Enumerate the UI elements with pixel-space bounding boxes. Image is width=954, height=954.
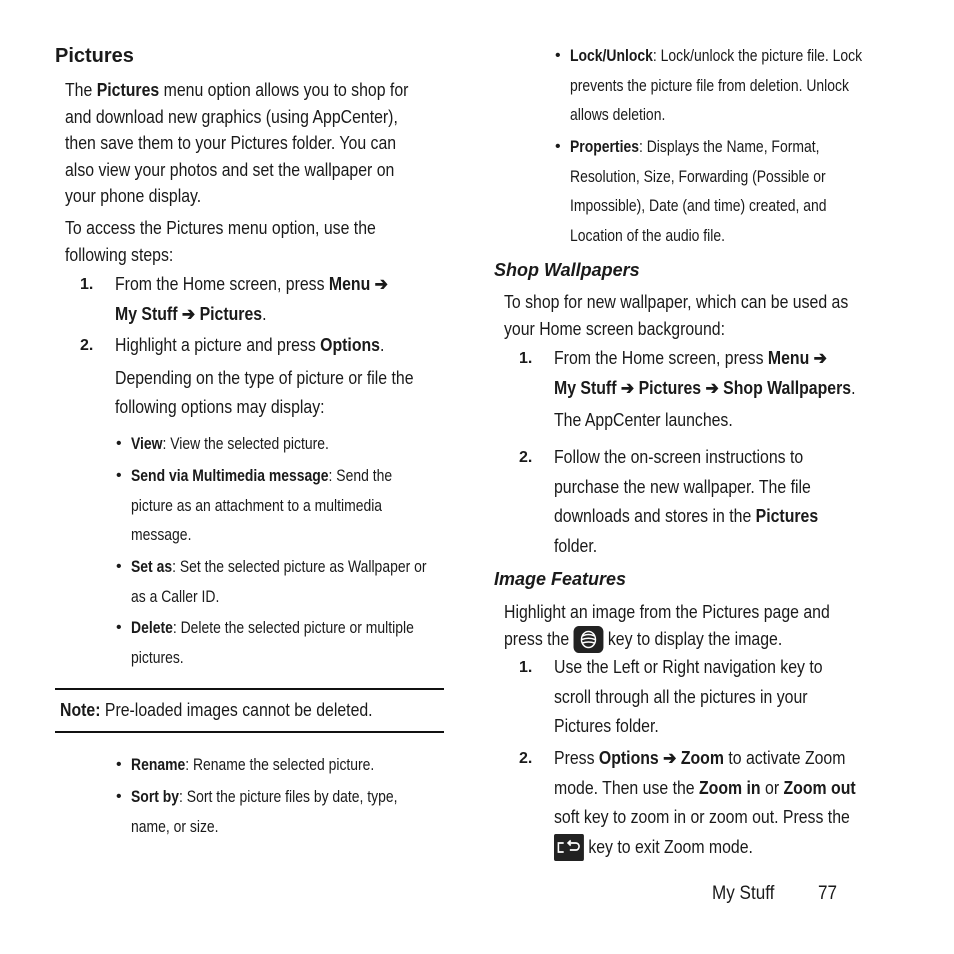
option-delete: Delete: Delete the selected picture or multiple pictures.	[131, 618, 414, 667]
option-send-via-mms: Send via Multimedia message: Send the picture as an attachment to a multimedia message.	[131, 466, 393, 544]
shop-intro: To shop for new wallpaper, which can be used as your Home screen background:	[504, 292, 849, 339]
option-lock-unlock: Lock/Unlock: Lock/unlock the picture file. Lock prevents the picture file from deletion. Unlock allows deletion.	[570, 46, 863, 124]
shop-step-2: Follow the on-screen instructions to purchase the new wallpaper. The file downloads and stores in the Pictures folder.	[554, 447, 819, 556]
bullet-dot: •	[116, 788, 122, 805]
footer-section-name: My Stuff	[712, 883, 775, 904]
subheading-shop-wallpapers: Shop Wallpapers	[494, 260, 640, 280]
option-rename: Rename: Rename the selected picture.	[131, 755, 375, 774]
subheading-image-features: Image Features	[494, 569, 627, 589]
bullet-dot: •	[555, 138, 561, 155]
bullet-dot: •	[116, 756, 122, 773]
step-number: 1.	[80, 276, 94, 293]
step-number: 1.	[519, 350, 533, 367]
bullet-dot: •	[116, 467, 122, 484]
section-heading-pictures: Pictures	[55, 45, 134, 67]
image-intro: Highlight an image from the Pictures page and press the key to display the image.	[504, 599, 830, 653]
image-step-1: Use the Left or Right navigation key to scroll through all the pictures in your Pictures folder.	[554, 657, 823, 736]
option-view: View: View the selected picture.	[131, 434, 329, 453]
note-text: Note: Pre-loaded images cannot be deleted.	[60, 700, 373, 720]
bullet-dot: •	[116, 619, 122, 636]
option-sort-by: Sort by: Sort the picture files by date, type, name, or size.	[131, 787, 398, 836]
note-bottom-rule	[55, 731, 444, 733]
image-step-2: Press Options ➔ Zoom to activate Zoom mode. Then use the Zoom in or Zoom out soft key to zoom in or zoom out. Press the key to exit Zoom mode.	[554, 744, 856, 862]
bullet-dot: •	[116, 435, 122, 452]
att-globe-key-icon	[574, 626, 604, 653]
step-number: 2.	[519, 449, 533, 466]
clear-back-key-icon	[554, 834, 584, 861]
intro-paragraph: The Pictures menu option allows you to shop for and download new graphics (using AppCenter), then save them to your Pictures folder. You can also view your photos and set the wallpaper on your phone display.	[65, 80, 409, 206]
step-1-text: From the Home screen, press Menu ➔ My Stuff ➔ Pictures.	[115, 274, 388, 324]
step-number: 1.	[519, 659, 533, 676]
step-number: 2.	[80, 337, 94, 354]
step-number: 2.	[519, 750, 533, 767]
step-2-text: Highlight a picture and press Options. Depending on the type of picture or file the following options may display:	[115, 335, 414, 417]
access-paragraph: To access the Pictures menu option, use the following steps:	[65, 218, 376, 265]
bullet-dot: •	[555, 47, 561, 64]
option-properties: Properties: Displays the Name, Format, Resolution, Size, Forwarding (Possible or Impossible), Date (and time) created, and Location of the audio file.	[570, 137, 827, 245]
option-set-as: Set as: Set the selected picture as Wallpaper or as a Caller ID.	[131, 557, 427, 606]
page-number: 77	[818, 883, 838, 904]
bullet-dot: •	[116, 558, 122, 575]
note-top-rule	[55, 688, 444, 690]
shop-step-1: From the Home screen, press Menu ➔ My Stuff ➔ Pictures ➔ Shop Wallpapers. The AppCenter launches.	[554, 348, 856, 430]
